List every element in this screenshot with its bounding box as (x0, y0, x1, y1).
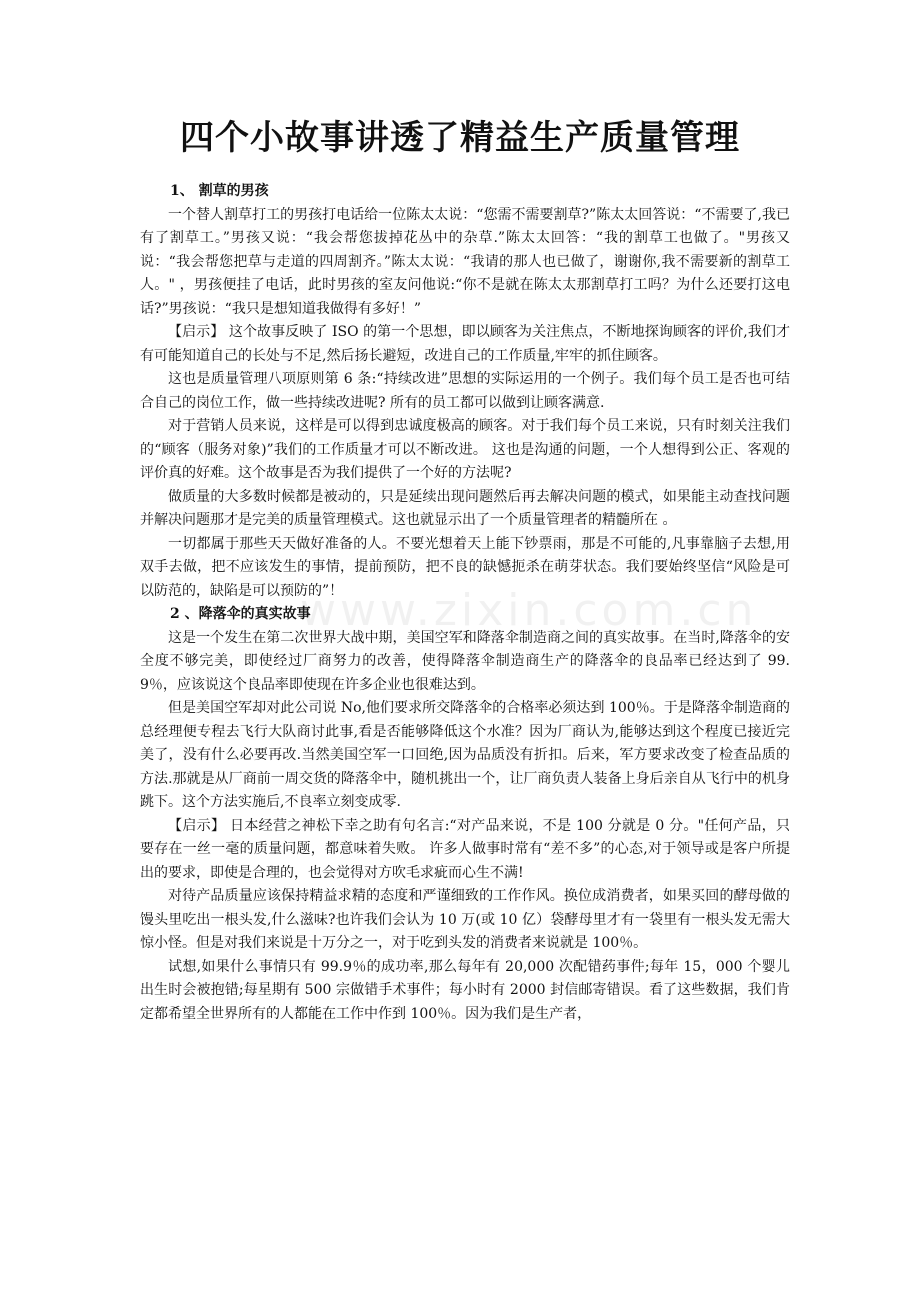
paragraph: 试想,如果什么事情只有 99.9％的成功率,那么每年有 20,000 次配错药事件;每年 15，000 个婴儿出生时会被抱错;每星期有 500 宗做错手术事件；每小时有 2000 封信邮寄错误。看了这些数据，我们肯定都希望全世界所有的人都能在工作中作到 100％。因为我们是生产者， (140, 958, 790, 1022)
section-heading-1: 1、 割草的男孩 (170, 183, 269, 199)
paragraph: 这是一个发生在第二次世界大战中期，美国空军和降落伞制造商之间的真实故事。在当时,降落伞的安全度不够完美，即使经过厂商努力的改善，使得降落伞制造商生产的降落伞的良品率已经达到了 99.9％，应该说这个良品率即使现在许多企业也很难达到。 (140, 629, 790, 693)
paragraph: 做质量的大多数时候都是被动的，只是延续出现问题然后再去解决问题的模式，如果能主动查找问题并解决问题那才是完美的质量管理模式。这也就显示出了一个质量管理者的精髓所在 。 (140, 488, 790, 528)
paragraph: 但是美国空军却对此公司说 No,他们要求所交降落伞的合格率必须达到 100％。于是降落伞制造商的总经理便专程去飞行大队商讨此事,看是否能够降低这个水准？因为厂商认为,能够达到这个程度已接近完美了，没有什么必要再改.当然美国空军一口回绝,因为品质没有折扣。后来，军方要求改变了检查品质的方法.那就是从厂商前一周交货的降落伞中，随机挑出一个，让厂商负责人装备上身后亲自从飞行中的机身跳下。这个方法实施后,不良率立刻变成零. (140, 700, 790, 810)
watermark: www.zixin.com.cn (300, 585, 758, 636)
paragraph: 一个替人割草打工的男孩打电话给一位陈太太说：“您需不需要割草?”陈太太回答说：“不需要了,我已有了割草工。”男孩又说：“我会帮您拔掉花丛中的杂草.”陈太太回答：“我的割草工也做了。"男孩又说：“我会帮您把草与走道的四周割齐。”陈太太说：“我请的那人也已做了，谢谢你,我不需要新的割草工人。" ，男孩便挂了电话，此时男孩的室友问他说:“你不是就在陈太太那割草打工吗？为什么还要打这电话?”男孩说：“我只是想知道我做得有多好！” (140, 206, 790, 317)
page-title: 四个小故事讲透了精益生产质量管理 (180, 118, 740, 158)
paragraph: 【启示】 日本经营之神松下幸之助有句名言:“对产品来说，不是 100 分就是 0 分。"任何产品，只要存在一丝一毫的质量问题，都意味着失败。 许多人做事时常有“差不多”的心态,对于领导或是客户所提出的要求，即使是合理的，也会觉得对方吹毛求疵而心生不满! (140, 817, 790, 881)
paragraph: 【启示】 这个故事反映了 ISO 的第一个思想，即以顾客为关注焦点，不断地探询顾客的评价,我们才有可能知道自己的长处与不足,然后扬长避短，改进自己的工作质量,牢牢的抓住顾客。 (140, 324, 790, 364)
paragraph: 这也是质量管理八项原则第 6 条:“持续改进”思想的实际运用的一个例子。我们每个员工是否也可结合自己的岗位工作，做一些持续改进呢? 所有的员工都可以做到让顾客满意. (140, 371, 790, 411)
section-heading-2: 2 、降落伞的真实故事 (170, 606, 311, 622)
paragraph: 对待产品质量应该保持精益求精的态度和严谨细致的工作作风。换位成消费者，如果买回的酵母做的馒头里吃出一根头发,什么滋味?也许我们会认为 10 万(或 10 亿）袋酵母里才有一袋里有一根头发无需大惊小怪。但是对我们来说是十万分之一，对于吃到头发的消费者来说就是 100％。 (140, 888, 790, 951)
paragraph: 对于营销人员来说，这样是可以得到忠诚度极高的顾客。对于我们每个员工来说，只有时刻关注我们的“顾客（服务对象)”我们的工作质量才可以不断改进。 这也是沟通的问题，一个人想得到公正、客观的评价真的好难。这个故事是否为我们提供了一个好的方法呢? (140, 418, 790, 481)
document-body (140, 180, 790, 1026)
paragraph: 一切都属于那些天天做好准备的人。不要光想着天上能下钞票雨，那是不可能的,凡事靠脑子去想,用双手去做，把不应该发生的事情，提前预防，把不良的缺憾扼杀在萌芽状态。我们要始终坚信“风险是可以防范的，缺陷是可以预防的”！ (140, 535, 790, 599)
